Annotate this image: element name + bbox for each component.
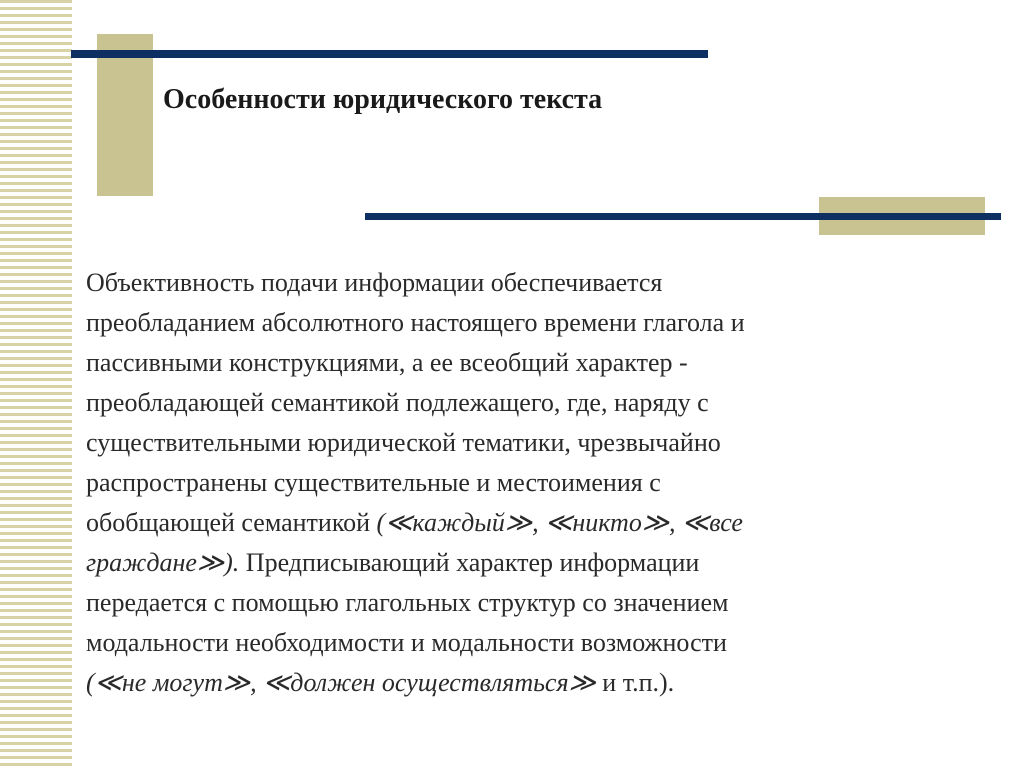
decorative-block-top	[97, 34, 153, 196]
body-line: передается с помощью глагольных структур со значением	[86, 588, 729, 617]
body-line: преобладающей семантикой подлежащего, где, наряду с	[86, 388, 709, 417]
body-line	[86, 543, 976, 583]
body-text-segment: и т.п.).	[595, 668, 675, 697]
slide-body-text	[86, 263, 976, 703]
body-line	[86, 503, 976, 543]
body-line: модальности необходимости и модальности возможности	[86, 628, 727, 657]
body-italic-examples: граждане≫).	[86, 548, 240, 577]
body-italic-examples: (≪не могут≫, ≪должен осуществляться≫	[86, 668, 596, 697]
body-text-segment: Предписывающий характер информации	[239, 548, 700, 577]
decorative-line-right	[365, 213, 1001, 220]
body-text-segment: обобщающей семантикой	[86, 508, 377, 537]
body-line: пассивными конструкциями, а ее всеобщий характер -	[86, 348, 688, 377]
slide-title: Особенности юридического текста	[163, 84, 603, 115]
body-line: распространены существительные и местоимения с	[86, 468, 661, 497]
body-line	[86, 663, 976, 703]
decorative-line-top	[71, 50, 708, 58]
body-line: Объективность подачи информации обеспечивается	[86, 268, 663, 297]
body-line: существительными юридической тематики, чрезвычайно	[86, 428, 721, 457]
body-line: преобладанием абсолютного настоящего времени глагола и	[86, 308, 745, 337]
body-italic-examples: (≪каждый≫, ≪никто≫, ≪все	[376, 508, 743, 537]
decorative-stripes	[0, 0, 72, 767]
